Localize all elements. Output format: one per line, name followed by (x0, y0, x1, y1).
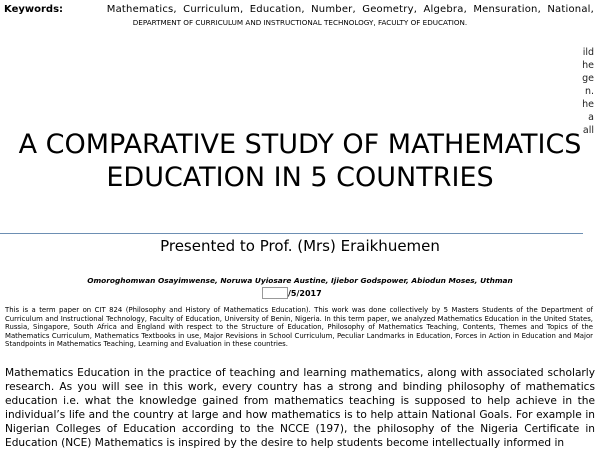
side-fragment: ild (582, 47, 594, 58)
side-fragment: all (582, 125, 594, 136)
body-paragraph: Mathematics Education in the practice of teaching and learning mathematics, along with associated scholarly research. As you will see in this work, every country has a strong and binding philosophy of mathematics education i.e. what the knowledge gained from mathematics teaching is supposed to help achieve in the individual’s life and the country at large and how mathematics is to help attain National Goals. For example in Nigerian Colleges of Education according to the NCCE (197), the philosophy of the Nigeria Certificate in Education (NCE) Mathematics is inspired by the desire to help students become intellectually informed in (5, 367, 595, 449)
side-fragment: n. (584, 86, 594, 97)
document-title: A COMPARATIVE STUDY OF MATHEMATICS EDUCATION IN 5 COUNTRIES (18, 129, 582, 193)
department-line: DEPARTMENT OF CURRICULUM AND INSTRUCTIONAL TECHNOLOGY, FACULTY OF EDUCATION. (132, 18, 468, 27)
title-divider (0, 233, 583, 234)
side-fragment: ge (582, 73, 594, 84)
side-fragment: he (582, 99, 594, 110)
presented-to: Presented to Prof. (Mrs) Eraikhuemen (160, 237, 440, 255)
date-line (262, 287, 322, 299)
clipped-side-text (568, 46, 594, 137)
date-day-box (262, 287, 288, 299)
keywords-label: Keywords: (4, 4, 64, 15)
keywords-text: Mathematics, Curriculum, Education, Number, Geometry, Algebra, Mensuration, National, (106, 4, 594, 15)
date-suffix: /5/2017 (288, 288, 322, 298)
keywords-line (4, 4, 594, 15)
side-fragment: he (582, 60, 594, 71)
side-fragment: a (588, 112, 594, 123)
abstract-paragraph: This is a term paper on CIT 824 (Philosophy and History of Mathematics Education). This work was done collectively by 5 Masters Students of the Department of Curriculum and Instructional Technology, Faculty of Education, University of Benin, Nigeria. In this term paper, we analyzed Mathematics Education in the United States, Russia, Singapore, South Africa and England with respect to the Structure of Education, Philosophy of Mathematics Teaching, Contents, Themes and Topics of the Mathematics Curriculum, Mathematics Textbooks in use, Major Revisions in School Curriculum, Peculiar Landmarks in Education, Forces in Action in Education and Major Standpoints in Mathematics Teaching, Learning and Evaluation in these countries. (5, 306, 593, 349)
authors-line: Omoroghomwan Osayimwense, Noruwa Uyiosare Austine, Ijiebor Godspower, Abiodun Moses, Uthman (87, 276, 513, 285)
